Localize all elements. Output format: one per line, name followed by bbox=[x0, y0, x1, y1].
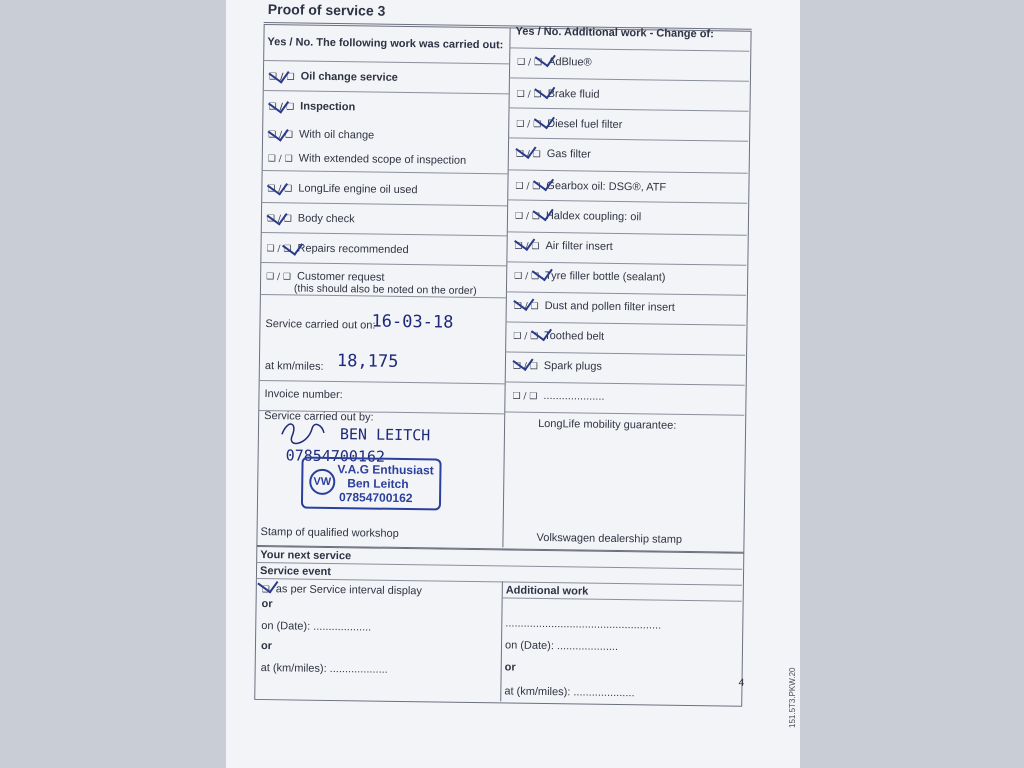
checkbox-pair: ❑ / ❑ bbox=[513, 331, 539, 342]
additional-date-label: on (Date): .................... bbox=[504, 639, 619, 654]
item-tyre-filler: ❑ / ❑ Tyre filler bottle (sealant) bbox=[514, 269, 666, 284]
signature-icon bbox=[278, 414, 329, 455]
interval-option: ❑ as per Service interval display bbox=[261, 583, 423, 598]
item-oil-change-service: ❑ / ❑ Oil change service bbox=[268, 70, 398, 84]
item-air-filter: ❑ / ❑ Air filter insert bbox=[514, 239, 613, 253]
additional-dots-line: ................................................... bbox=[505, 617, 662, 632]
service-date-handwritten: 16-03-18 bbox=[371, 311, 454, 333]
item-extended-scope: ❑ / ❑ With extended scope of inspection bbox=[267, 152, 467, 167]
vw-logo-icon: VW bbox=[309, 469, 335, 495]
checkbox: ❑ bbox=[261, 585, 270, 596]
item-with-oil-change: ❑ / ❑ With oil change bbox=[268, 128, 375, 142]
service-date-label: Service carried out on: bbox=[265, 318, 376, 332]
checkbox-pair: ❑ / ❑ bbox=[268, 102, 295, 113]
checkbox-pair: ❑ / ❑ bbox=[266, 272, 292, 283]
checkbox-pair: ❑ / ❑ bbox=[267, 154, 293, 165]
item-adblue: ❑ / ❑ AdBlue® bbox=[517, 55, 592, 69]
guarantee-label: LongLife mobility guarantee: bbox=[538, 417, 677, 432]
checkbox-pair: ❑ / ❑ bbox=[516, 89, 542, 100]
item-spark-plugs: ❑ / ❑ Spark plugs bbox=[512, 359, 602, 373]
mileage-handwritten: 18,175 bbox=[336, 351, 399, 372]
proof-of-service-form bbox=[254, 0, 752, 727]
background-left bbox=[0, 0, 226, 768]
checkbox-pair: ❑ / ❑ bbox=[512, 361, 538, 372]
item-pollen-filter: ❑ / ❑ Dust and pollen filter insert bbox=[513, 299, 675, 314]
right-column-header: Yes / No. Additional work - Change of: bbox=[515, 25, 714, 41]
handwritten-phone: 07854700162 bbox=[285, 446, 386, 466]
item-gearbox-oil: ❑ / ❑ Gearbox oil: DSG®, ATF bbox=[515, 179, 667, 194]
next-service-heading: Your next service bbox=[260, 549, 352, 563]
or-label: or bbox=[504, 661, 516, 674]
checkbox-pair: ❑ / ❑ bbox=[515, 149, 541, 160]
checkbox-pair: ❑ / ❑ bbox=[517, 57, 543, 68]
background-right bbox=[800, 0, 1024, 768]
checkbox-pair: ❑ / ❑ bbox=[268, 130, 294, 141]
workshop-stamp: VW V.A.G Enthusiast Ben Leitch 07854700162 bbox=[301, 457, 442, 511]
additional-miles-label: at (km/miles): .................... bbox=[504, 685, 635, 700]
checkbox-pair: ❑ / ❑ bbox=[268, 72, 295, 83]
item-blank: ❑ / ❑ .................... bbox=[512, 389, 605, 403]
handwritten-name: BEN LEITCH bbox=[339, 425, 431, 445]
side-code: 151.5T3.PKW.20 bbox=[788, 667, 797, 728]
invoice-label: Invoice number: bbox=[264, 388, 343, 402]
additional-work-label: Additional work bbox=[505, 584, 589, 598]
item-toothed-belt: ❑ / ❑ Toothed belt bbox=[513, 329, 605, 343]
or-label: or bbox=[260, 640, 273, 653]
item-repairs-recommended: ❑ / ❑ Repairs recommended bbox=[266, 242, 409, 257]
item-longlife-oil: ❑ / ❑ LongLife engine oil used bbox=[267, 182, 418, 197]
next-date-label: on (Date): ................... bbox=[261, 620, 372, 634]
checkbox-pair: ❑ / ❑ bbox=[516, 119, 542, 130]
item-customer-request-note: (this should also be noted on the order) bbox=[293, 282, 477, 297]
service-by-label: Service carried out by: bbox=[264, 410, 374, 424]
checkbox-pair: ❑ / ❑ bbox=[512, 391, 538, 402]
page-title: Proof of service 3 bbox=[267, 1, 386, 19]
item-gas-filter: ❑ / ❑ Gas filter bbox=[515, 147, 591, 161]
checkbox-pair: ❑ / ❑ bbox=[266, 244, 292, 255]
or-label: or bbox=[261, 598, 273, 611]
service-event-label: Service event bbox=[259, 565, 332, 578]
dealer-stamp-label: Volkswagen dealership stamp bbox=[536, 531, 683, 546]
checkbox-pair: ❑ / ❑ bbox=[513, 301, 539, 312]
item-customer-request: ❑ / ❑ Customer request bbox=[266, 270, 385, 284]
workshop-stamp-label: Stamp of qualified workshop bbox=[260, 526, 399, 540]
page-number: 4 bbox=[738, 676, 745, 689]
checkbox-pair: ❑ / ❑ bbox=[266, 214, 292, 225]
item-brake-fluid: ❑ / ❑ Brake fluid bbox=[516, 87, 600, 101]
left-column-header: Yes / No. The following work was carried out: bbox=[267, 36, 504, 52]
item-diesel-filter: ❑ / ❑ Diesel fuel filter bbox=[516, 117, 623, 132]
item-body-check: ❑ / ❑ Body check bbox=[266, 212, 355, 226]
mileage-label: at km/miles: bbox=[264, 360, 324, 373]
checkbox-pair: ❑ / ❑ bbox=[515, 181, 541, 192]
checkbox-pair: ❑ / ❑ bbox=[514, 211, 540, 222]
checkbox-pair: ❑ / ❑ bbox=[514, 241, 540, 252]
item-inspection: ❑ / ❑ Inspection bbox=[268, 100, 356, 114]
checkbox-pair: ❑ / ❑ bbox=[514, 271, 540, 282]
item-haldex: ❑ / ❑ Haldex coupling: oil bbox=[514, 209, 642, 224]
checkbox-pair: ❑ / ❑ bbox=[267, 184, 293, 195]
service-booklet-page bbox=[226, 0, 800, 768]
next-miles-label: at (km/miles): ................... bbox=[260, 662, 388, 676]
